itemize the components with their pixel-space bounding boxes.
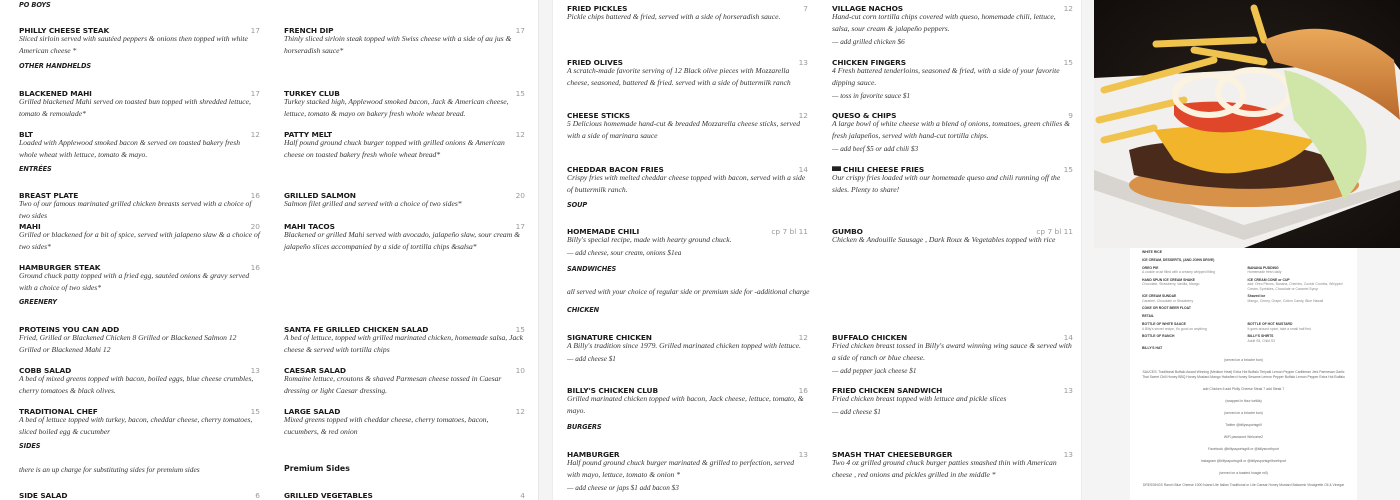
menu-item-name: FRIED CHICKEN SANDWICH [832,386,943,395]
menu-item-price: 13 [1063,450,1073,459]
menu-item-header [832,221,1073,234]
menu-item-description: Loaded with Applewood smoked bacon & served on toasted bakery fresh whole wheat with lettuce, tomato & mayo. [19,138,241,159]
menu-item-description: Romaine lettuce, croutons & shaved Parmesan cheese tossed in Caesar dressing or light Caesar dressing. [284,374,502,395]
section-heading: GREENERY [19,298,57,306]
menu-item-description: Sliced sirloin served with sautéed peppers & onions then topped with white American cheese * [19,34,248,55]
small-info-line: (served on a brioche bun) [1224,358,1263,363]
menu-item-description: Grilled blackened Mahi served on toasted bun topped with shredded lettuce, tomato & remoulade* [19,97,251,118]
menu-item-name: HAMBURGER STEAK [19,263,101,272]
menu-item-price: cp 7 bl 11 [1036,227,1073,236]
menu-item-fried-chicken-sandwich [832,380,1073,418]
section-note: there is an up charge for substituting sides for premium sides [19,465,200,474]
menu-item-side-salad [19,485,260,498]
menu-item-header [284,485,525,498]
menu-item-header [284,124,525,137]
menu-block [0,442,538,450]
menu-block [0,298,538,306]
small-item-description: add: Oreo Pieces, Banana, Cherries, Cookie Crumbs, Whipped Cream, Sprinkles, Chocolate or Caramel Syrup [1247,282,1343,291]
menu-item-blt [19,124,260,161]
small-info-line: DRESSINGS Ranch Blue Cheese 1000 Island Lite Italian Traditional or Lite Caesar Honey Mustard Balsamic Vinaigrette Oil & Vinegar [1142,482,1345,487]
menu-item-header [832,0,1073,11]
menu-item-turkey-club [284,83,525,120]
menu-item-name: CAESAR SALAD [284,366,346,375]
menu-item-price: 16 [250,191,260,200]
small-item-name: ICE CREAM SUNDAE [1142,294,1177,299]
menu-item-addon: — add cheese $1 [567,355,616,363]
menu-item-header [567,327,808,340]
menu-item-description: Fried, Grilled or Blackened Chicken 8 Grilled or Blackened Salmon 12 Grilled or Blackened Mahi 12 [19,333,237,354]
menu-item-price: 15 [1063,58,1073,67]
menu-item-name: FRIED OLIVES [567,58,623,67]
menu-item-header [567,105,808,118]
menu-item-description: A bed of mixed greens topped with bacon, boiled eggs, blue cheese crumbles, cherry tomatoes & black olives. [19,374,254,395]
menu-item-traditional-chef [19,401,260,438]
section-note: all served with your choice of regular side or premium side for -additional charge [567,287,810,296]
menu-item-grilled-vegetables [284,485,525,498]
menu-item-name-wrap [19,485,67,500]
small-menu-spacer [1248,306,1346,310]
small-menu-item [1142,346,1240,350]
menu-item-name: SMASH THAT CHEESEBURGER [832,450,953,459]
small-item-name: BOTTLE OF HOT MUSTARD [1247,322,1293,327]
menu-item-header [284,185,525,198]
menu-item-chili-cheese-fries [832,159,1073,196]
menu-item-header [284,401,525,414]
menu-item-description: Half pound ground chuck burger topped with grilled onions & American cheese on toasted bakery fresh whole wheat bread* [284,138,505,159]
menu-item-price: 13 [250,366,260,375]
small-menu-item [1248,266,1346,275]
small-item-description: Chocolate, Strawberry, Vanilla, Mango [1142,282,1200,287]
menu-block [553,286,1081,298]
small-menu-row [1142,250,1345,254]
small-menu-spacer [1248,346,1346,350]
menu-item-name: CHILI CHEESE FRIES [843,165,925,174]
small-menu-item [1248,294,1346,303]
menu-item-header [567,444,808,457]
menu-page-left [0,0,539,500]
menu-item-name-wrap [284,485,373,500]
menu-block [553,201,1081,209]
menu-item-name: FRENCH DIP [284,26,334,35]
menu-item-description: Crispy fries with melted cheddar cheese topped with bacon, served with a side of buttermilk ranch. [567,173,806,194]
menu-item-hamburger-steak [19,257,260,294]
menu-item-santa-fe-grilled-chicken-salad [284,319,525,356]
menu-item-header [284,360,525,373]
menu-item-caesar-salad [284,360,525,397]
small-item-description: A Billy's secret recipe, it's good on anything [1142,326,1207,331]
section-heading: ENTRÉES [19,165,52,173]
section-heading: SIDES [19,442,41,450]
menu-item-mahi-tacos [284,216,525,253]
menu-item-name: TRADITIONAL CHEF [19,407,98,416]
menu-item-description: 5 Delicious homemade hand-cut & breaded Mozzarella cheese sticks, served with a side of marinara sauce [567,119,801,140]
menu-item-price: 13 [1063,386,1073,395]
menu-item-header [284,319,525,332]
menu-item-header [19,319,260,332]
menu-page-right-thumbnail [1130,248,1357,500]
menu-item-price: 17 [515,222,525,231]
menu-item-header [284,216,525,229]
small-info-line: Instagram @billyssportsgrill or @billyssportsgrillnorthport [1200,458,1287,463]
section-heading: SOUP [567,201,588,209]
menu-item-cobb-salad [19,360,260,397]
menu-item-price: 15 [515,325,525,334]
small-item-name: ICE CREAM CONE or CUP [1247,278,1290,282]
small-item-description: Caramel, Chocolate or Strawberry [1142,298,1194,303]
menu-item-price: 4 [520,491,525,500]
small-menu-row [1142,334,1345,343]
menu-item-name: BILLY'S CHICKEN CLUB [567,386,658,395]
small-item-name: BILLY'S HAT [1142,346,1163,351]
menu-item-chicken-fingers [832,52,1073,102]
menu-item-name: SANTA FE GRILLED CHICKEN SALAD [284,325,429,334]
section-heading: OTHER HANDHELDS [19,62,92,70]
small-info-line: (served on a toasted hoagie roll) [1219,470,1268,475]
menu-item-name: CHEDDAR BACON FRIES [567,165,664,174]
small-menu-row [1142,346,1345,350]
menu-item-header [832,159,1073,172]
menu-item-blackened-mahi [19,83,260,120]
menu-item-name: BLACKENED MAHI [19,89,92,98]
menu-item-large-salad [284,401,525,438]
menu-item-price: 20 [515,191,525,200]
menu-item-description: A bed of lettuce topped with turkey, bacon, cheddar cheese, cherry tomatoes, sliced boiled egg & cucumber [19,415,253,436]
small-menu-row [1142,306,1345,310]
small-info-line: (wrapped in flour tortilla) [1225,398,1262,403]
small-menu-item [1142,266,1240,275]
small-menu-item [1248,322,1346,331]
menu-item-addon: — add cheese or japs $1 add bacon $3 [567,484,679,492]
small-item-name: COKE OR ROOT BEER FLOAT [1142,306,1191,311]
menu-block [0,62,538,70]
menu-item-patty-melt [284,124,525,161]
menu-item-name: GRILLED VEGETABLES [284,491,373,500]
section-heading: PO BOYS [19,1,51,9]
menu-item-header [19,257,260,270]
menu-item-name: MAHI TACOS [284,222,335,231]
small-info-line: Facebook @billyssportsgrill or @billysnorthport [1208,446,1279,451]
menu-item-price: 16 [250,263,260,272]
menu-item-queso-chips [832,105,1073,155]
small-item-name: BANANA PUDDING [1247,266,1279,270]
menu-item-village-nachos [832,0,1073,48]
menu-item-mahi [19,216,260,253]
small-menu-item [1142,278,1240,291]
menu-item-name: GRILLED SALMON [284,191,356,200]
subsection-heading: Premium Sides [284,464,350,473]
menu-item-description: Pickle chips battered & fried, served with a side of horseradish sauce. [567,12,781,21]
menu-item-price: 13 [798,450,808,459]
small-menu-item [1248,278,1346,291]
section-heading: BURGERS [567,423,602,431]
small-item-name: OREO PIE [1142,266,1159,270]
small-item-description: Adult S5, Child S3 [1247,338,1276,343]
menu-item-description: Thinly sliced sirloin steak topped with Swiss cheese with a side of au jus & horseradish sauce* [284,34,512,55]
small-item-name: BILLY'S SHIRTS [1247,334,1274,339]
small-info-line: Twitter @billyssportsgrill [1225,422,1262,427]
menu-item-price: 9 [1068,111,1073,120]
small-info-line: (served on a brioche bun) [1224,410,1263,415]
menu-item-addon: — add cheese, sour cream, onions $1ea [567,249,682,257]
menu-item-addon: — add cheese $1 [832,408,881,416]
menu-item-description: Blackened or grilled Mahi served with avocado, jalapeño slaw, sour cream & jalapeño slices accompanied by a side of tortilla chips &salsa* [284,230,520,251]
menu-item-signature-chicken [567,327,808,365]
menu-item-description: Our crispy fries loaded with our homemade queso and chili running off the sides. Plenty to share! [832,173,1061,194]
menu-item-header [19,124,260,137]
menu-item-price: 16 [798,386,808,395]
menu-item-billy-s-chicken-club [567,380,808,417]
small-section-heading: ICE CREAM, DESSERTS, (AND JOHN DRIVE) [1142,257,1215,262]
menu-item-addon: — add beef $5 or add chili $3 [832,145,919,153]
menu-item-header [832,105,1073,118]
menu-item-description: Chicken & Andouille Sausage , Dark Roux & Vegetables topped with rice [832,235,1056,244]
menu-item-description: Two 4 oz grilled ground chuck burger patties smashed thin with American cheese , red onions and pickles grilled in the middle * [832,458,1057,479]
menu-item-price: cp 7 bl 11 [771,227,808,236]
small-menu-row [1142,322,1345,331]
menu-item-price: 13 [798,58,808,67]
small-item-description: Mango, Cherry, Grape, Cotton Candy, Blue Hawaii [1247,298,1324,303]
menu-item-header [832,444,1073,457]
menu-item-name: SIGNATURE CHICKEN [567,333,652,342]
menu-item-name: VILLAGE NACHOS [832,4,904,13]
menu-item-price: 7 [803,4,808,13]
menu-item-name: LARGE SALAD [284,407,341,416]
small-menu-row [1142,294,1345,303]
small-menu-item [1248,334,1346,343]
menu-item-name: CHICKEN FINGERS [832,58,906,67]
menu-item [19,464,260,476]
menu-item-name: FRIED PICKLES [567,4,628,13]
menu-item-price: 12 [515,130,525,139]
menu-item-price: 15 [1063,165,1073,174]
menu-item-header [19,83,260,96]
menu-item-addon: — add pepper jack cheese $1 [832,367,917,375]
menu-item-header [19,216,260,229]
burger-photo [1094,0,1400,248]
popular-badge-icon [832,166,841,171]
small-menu-row [1142,266,1345,275]
menu-item-name: GUMBO [832,227,863,236]
small-menu-row [1142,278,1345,291]
menu-item-addon: — toss in favorite sauce $1 [832,92,911,100]
menu-item-header [19,20,260,33]
menu-item-hamburger [567,444,808,494]
small-menu-item [1142,306,1240,310]
menu-item-description: A scratch-made favorite serving of 12 Black olive pieces with Mozzarella cheese, seasoned, battered & fried. served with a side of buttermilk ranch [567,66,791,87]
menu-item-description: 4 Fresh battered tenderloins, seasoned & fried, with a side of your favorite dipping sauce. [832,66,1060,87]
small-info-line: WiFi password Welcome2 [1223,434,1264,439]
menu-item-name: PROTEINS YOU CAN ADD [19,325,120,334]
menu-item-header [567,159,808,172]
menu-item-price: 12 [798,333,808,342]
menu-item-addon: — add grilled chicken $6 [832,38,905,46]
small-menu-spacer [1248,250,1346,254]
menu-item-header [832,52,1073,65]
small-menu-item [1142,294,1240,303]
small-item-name: Shaved Ice [1247,294,1266,299]
menu-item-name: BREAST PLATE [19,191,79,200]
menu-item-grilled-salmon [284,185,525,210]
small-section-heading: RETAIL [1142,314,1154,318]
menu-item-header [19,360,260,373]
menu-item-description: Grilled or blackened for a bit of spice, served with jalapeno slaw & a choice of two sides* [19,230,260,251]
menu-item-name: COBB SALAD [19,366,72,375]
menu-item-description: Salmon filet grilled and served with a choice of two sides* [284,199,462,208]
menu-item-price: 17 [250,89,260,98]
menu-item-cheddar-bacon-fries [567,159,808,196]
menu-item-philly-cheese-steak [19,20,260,57]
menu-item-description: Two of our famous marinated grilled chicken breasts served with a choice of two sides [19,199,252,220]
menu-item-name: TURKEY CLUB [284,89,340,98]
menu-item-price: 20 [250,222,260,231]
menu-item-gumbo [832,221,1073,246]
menu-item-name: SIDE SALAD [19,491,68,500]
menu-item-name: PHILLY CHEESE STEAK [19,26,110,35]
menu-item [284,464,525,473]
menu-item-name: HOMEMADE CHILI [567,227,640,236]
menu-item-proteins-you-can-add [19,319,260,356]
small-menu-item [1142,334,1240,343]
menu-item-price: 12 [1063,4,1073,13]
menu-item-price: 17 [515,26,525,35]
menu-item-header [832,327,1073,340]
menu-item-fried-olives [567,52,808,89]
menu-item-homemade-chili [567,221,808,259]
menu-item-name: BLT [19,130,33,139]
menu-page-middle [552,0,1082,500]
menu-item-price: 12 [515,407,525,416]
menu-item-description: Fried chicken breast topped with lettuce and pickle slices [832,394,1007,403]
menu-item-header [19,185,260,198]
menu-item-header [284,83,525,96]
menu-item-description: A large bowl of white cheese with a blend of onions, tomatoes, green chilies & fresh jalapeños, served with hand-cut tortilla chips. [832,119,1071,140]
small-item-name: WHITE RICE [1142,250,1162,254]
menu-item-description: Turkey stacked high, Applewood smoked bacon, Jack & American cheese, lettuce, tomato & mayo on bakery fresh whole wheat bread. [284,97,509,118]
menu-item-price: 14 [1063,333,1073,342]
menu-item-price: 14 [798,165,808,174]
small-item-name: HAND SPUN ICE CREAM SHAKE [1142,278,1195,282]
menu-item-header [567,52,808,65]
small-menu-item [1142,250,1240,254]
menu-block [0,165,538,173]
small-info-line: add Chicken 6 add Philly Cheese Steak 7 add Steak 7 [1202,386,1285,391]
menu-item-price: 12 [798,111,808,120]
menu-item-header [832,380,1073,393]
menu-item-description: Ground chuck patty topped with a fried egg, sautéed onions & gravy served with a choice of two sides* [19,271,250,292]
menu-item-header [284,20,525,33]
menu-item-smash-that-cheeseburger [832,444,1073,481]
menu-item-name: PATTY MELT [284,130,332,139]
menu-item-description: Grilled marinated chicken topped with bacon, Jack cheese, lettuce, tomato, & mayo. [567,394,804,415]
menu-item-name: HAMBURGER [567,450,620,459]
menu-item-price: 15 [250,407,260,416]
menu-item-price: 10 [515,366,525,375]
menu-block [0,1,538,9]
menu-item-description: A Billy's tradition since 1979. Grilled marinated chicken topped with lettuce. [567,341,801,350]
menu-item-header [19,401,260,414]
small-item-description: Homemade fresh daily [1247,270,1282,275]
menu-item-description: Hand-cut corn tortilla chips covered with queso, homemade chili, lettuce, salsa, sour cream & jalapeño peppers. [832,12,1056,33]
small-menu-item [1142,322,1240,331]
menu-item-fried-pickles [567,0,808,23]
menu-item-cheese-sticks [567,105,808,142]
menu-item-price: 12 [250,130,260,139]
menu-item-buffalo-chicken [832,327,1073,377]
menu-block [553,306,1081,314]
small-info-line: SAUCES: Traditional Buffalo Award Winning (Medium Heat) Extra Hot Buffalo Teriyaki Lemon Pepper Caribbean Jerk Parmesan Garlic Thai Sweet Chili Honey BBQ Honey Mustard Mango Habañero Honey Sesame Lemon Pepper Buffalo Lemon Pepper Extra Hot Buffalo [1142,370,1345,379]
menu-item-header [567,380,808,393]
menu-item-name: CHEESE STICKS [567,111,630,120]
menu-item-name: MAHI [19,222,41,231]
small-item-name: BOTTLE OF RANCH [1142,334,1175,339]
menu-item-name: QUESO & CHIPS [832,111,897,120]
menu-item-header [567,221,808,234]
menu-item-description: Fried chicken breast tossed in Billy's award winning wing sauce & served with a side of ranch or blue cheese. [832,341,1072,362]
menu-block [553,423,1081,431]
small-item-description: It goes around spice, take a small half first [1247,326,1311,331]
section-heading: SANDWICHES [567,265,617,273]
menu-item-description: Mixed greens topped with cheddar cheese, cherry tomatoes, bacon, cucumbers, & red onion [284,415,489,436]
small-item-name: BOTTLE OF WHITE SAUCE [1142,322,1186,327]
menu-item-description: Half pound ground chuck burger marinated & grilled to perfection, served with mayo, lettuce, tomato & onion * [567,458,795,479]
menu-item-description: A bed of lettuce, topped with grilled marinated chicken, homemade salsa, Jack cheese & served with tortilla chips [284,333,524,354]
menu-item-header [19,485,260,498]
menu-item-price: 17 [250,26,260,35]
small-item-description: A cookie crust filled with a creamy whipped filling [1142,270,1216,275]
menu-item-price: 15 [515,89,525,98]
menu-item-description: Billy's special recipe, made with hearty ground chuck. [567,235,732,244]
menu-item-price: 6 [255,491,260,500]
menu-item-french-dip [284,20,525,57]
menu-block [553,265,1081,273]
section-heading: CHICKEN [567,306,600,314]
menu-item-header [567,0,808,11]
menu-item-name: BUFFALO CHICKEN [832,333,908,342]
